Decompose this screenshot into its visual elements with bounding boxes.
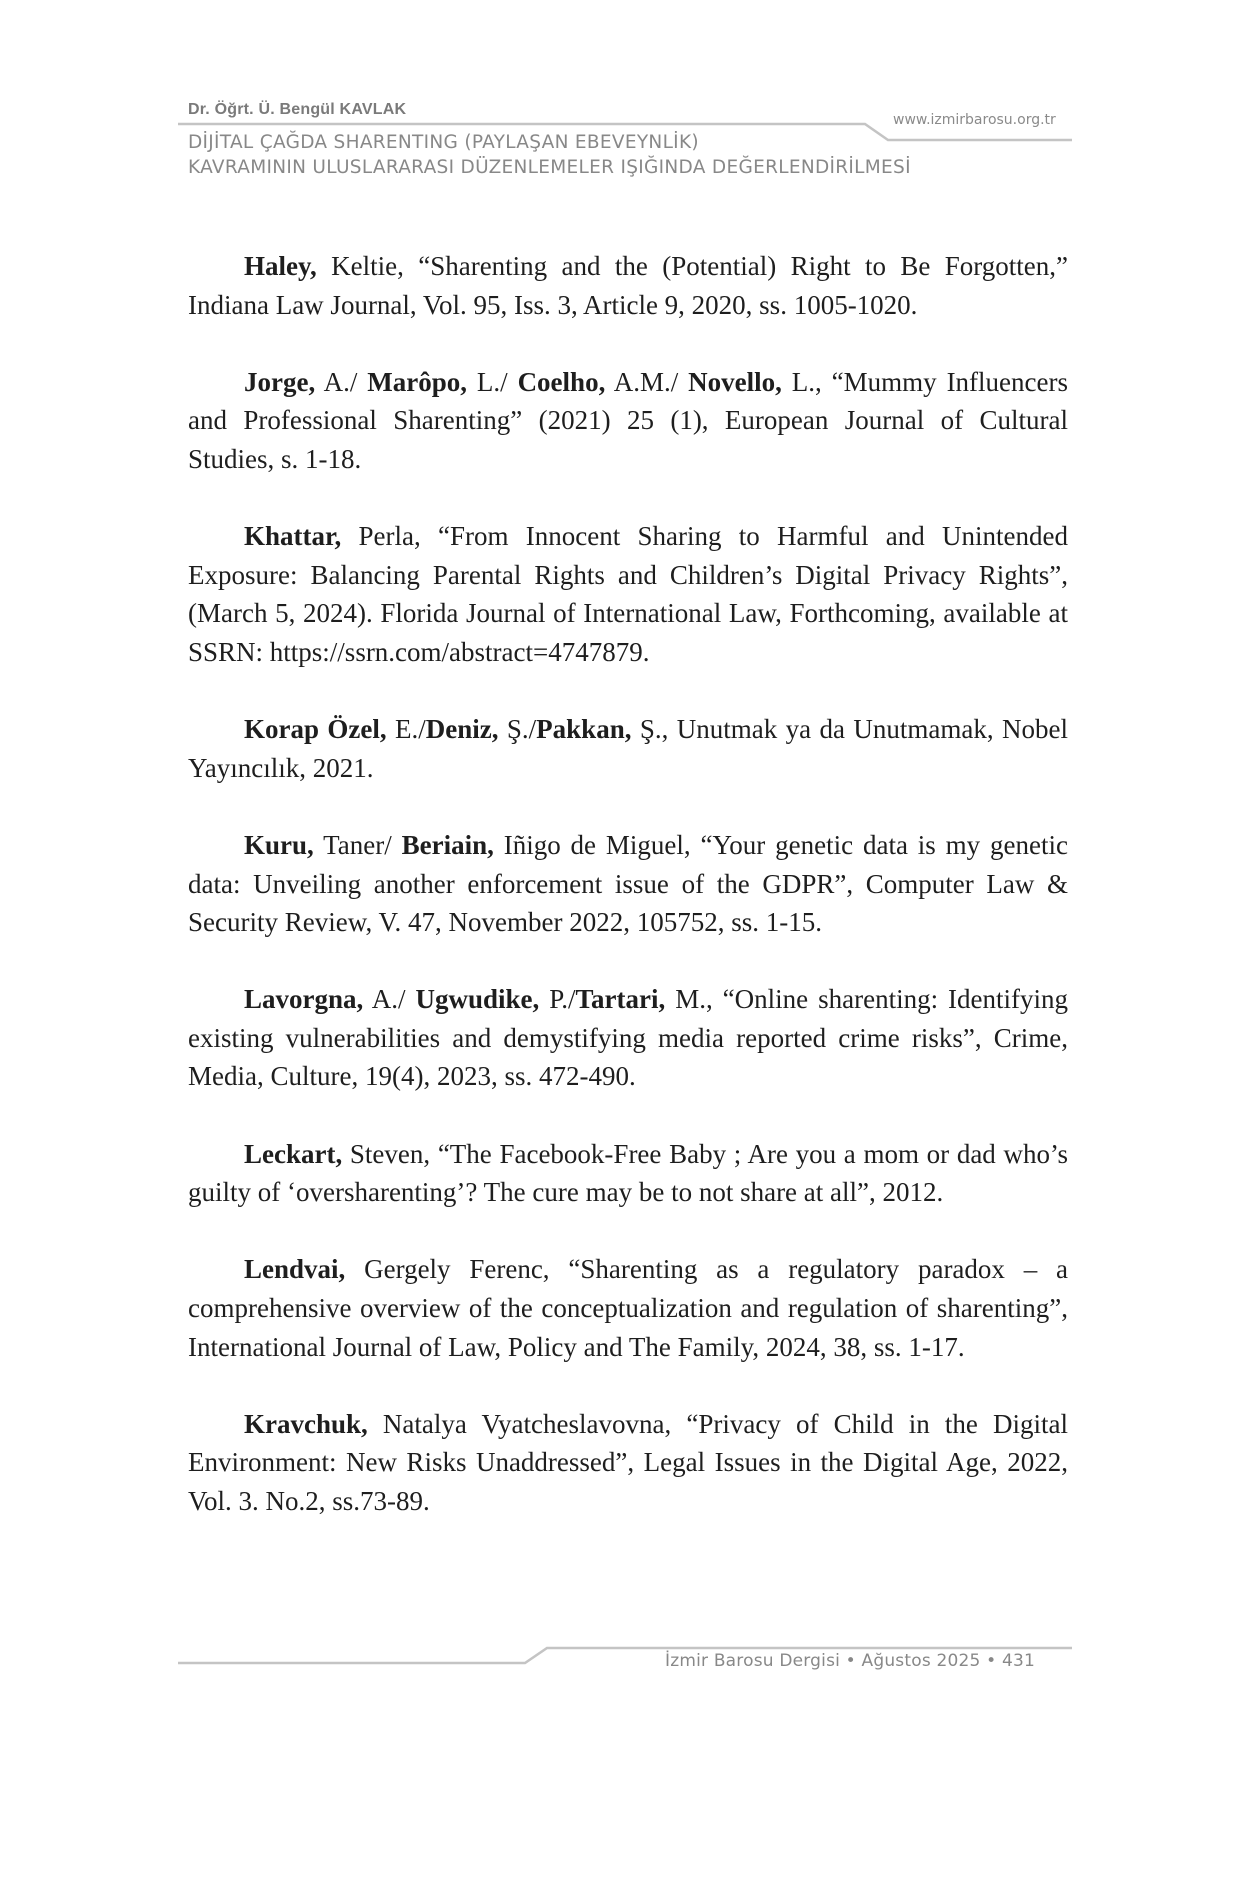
reference-text: A./ bbox=[315, 366, 368, 397]
reference-author: Lavorgna, bbox=[244, 984, 364, 1015]
reference-author: Lendvai, bbox=[244, 1254, 346, 1285]
reference-text: Ş., Unutmak ya da Unutmamak, Nobel Yayıncılık, 2021. bbox=[188, 714, 1068, 783]
reference-text: P./ bbox=[539, 984, 576, 1015]
reference-entry bbox=[188, 363, 1068, 479]
reference-text: L./ bbox=[467, 366, 518, 397]
reference-text: L., “Mummy Influencers and Professional Sharenting” (2021) 25 (1), European Journal of Cultural Studies, s. 1-18. bbox=[188, 366, 1069, 474]
header-title bbox=[188, 130, 911, 180]
reference-entry bbox=[188, 980, 1068, 1096]
reference-entry bbox=[188, 1250, 1068, 1366]
reference-text: Perla, “From Innocent Sharing to Harmful and Unintended Exposure: Balancing Parental Rights and Children’s Digital Privacy Rights”, (March 5, 2024). Florida Journal of International Law, Forthcoming, available at SSRN: https://ssrn.com/abstract=4747879. bbox=[188, 521, 1068, 667]
reference-author: Beriain, bbox=[401, 829, 494, 860]
reference-entry bbox=[188, 1405, 1068, 1521]
reference-author: Coelho, bbox=[517, 366, 606, 397]
reference-entry bbox=[188, 826, 1068, 942]
reference-author: Haley, bbox=[244, 251, 317, 281]
reference-text: A./ bbox=[363, 984, 416, 1015]
reference-author: Kuru, bbox=[244, 829, 314, 860]
reference-author: Leckart, bbox=[244, 1138, 343, 1169]
reference-author: Pakkan, bbox=[536, 714, 632, 745]
reference-author: Kravchuk, bbox=[244, 1408, 368, 1439]
reference-text: M., “Online sharenting: Identifying existing vulnerabilities and demystifying media reported crime risks”, Crime, Media, Culture, 19(4), 2023, ss. 472-490. bbox=[188, 984, 1069, 1092]
header-url: www.izmirbarosu.org.tr bbox=[893, 112, 1056, 128]
reference-author: Ugwudike, bbox=[415, 984, 540, 1015]
reference-text: Iñigo de Miguel, “Your genetic data is my genetic data: Unveiling another enforcement issue of the GDPR”, Computer Law & Security Review, V. 47, November 2022, 105752, ss. 1-15. bbox=[188, 829, 1068, 938]
reference-entry bbox=[188, 247, 1068, 324]
reference-text: A.M./ bbox=[605, 366, 689, 397]
reference-list bbox=[188, 247, 1068, 1559]
reference-text: Natalya Vyatcheslavovna, “Privacy of Child in the Digital Environment: New Risks Unaddressed”, Legal Issues in the Digital Age, 2022, Vol. 3. No.2, ss.73-89. bbox=[188, 1408, 1068, 1516]
reference-entry bbox=[188, 517, 1068, 671]
header-title-line-2: KAVRAMININ ULUSLARARASI DÜZENLEMELER IŞIĞINDA DEĞERLENDİRİLMESİ bbox=[188, 157, 911, 178]
reference-author: Novello, bbox=[688, 366, 782, 397]
footer-text: İzmir Barosu Dergisi • Ağustos 2025 • 431 bbox=[665, 1651, 1036, 1671]
reference-text: Taner/ bbox=[313, 829, 402, 860]
reference-entry bbox=[188, 710, 1068, 787]
header-title-line-1: DİJİTAL ÇAĞDA SHARENTING (PAYLAŞAN EBEVEYNLİK) bbox=[188, 132, 699, 153]
reference-text: Ş./ bbox=[498, 714, 537, 745]
reference-author: Khattar, bbox=[244, 521, 342, 552]
reference-text: Steven, “The Facebook-Free Baby ; Are you a mom or dad who’s guilty of ‘oversharenting’? The cure may be to not share at all”, 2012. bbox=[188, 1138, 1068, 1208]
reference-text: E./ bbox=[386, 714, 426, 745]
reference-entry bbox=[188, 1135, 1068, 1212]
header-author: Dr. Öğrt. Ü. Bengül KAVLAK bbox=[188, 101, 407, 118]
reference-text: Gergely Ferenc, “Sharenting as a regulatory paradox – a comprehensive overview of the conceptualization and regulation of sharenting”, International Journal of Law, Policy and The Family, 2024, 38, ss. 1-17. bbox=[188, 1254, 1068, 1362]
reference-author: Deniz, bbox=[425, 714, 499, 745]
reference-author: Korap Özel, bbox=[244, 714, 387, 745]
reference-author: Marôpo, bbox=[367, 366, 468, 397]
reference-text: Keltie, “Sharenting and the (Potential) Right to Be Forgotten,” Indiana Law Journal, Vol. 95, Iss. 3, Article 9, 2020, ss. 1005-1020. bbox=[188, 251, 1068, 320]
reference-author: Tartari, bbox=[575, 984, 666, 1015]
reference-author: Jorge, bbox=[244, 366, 316, 397]
